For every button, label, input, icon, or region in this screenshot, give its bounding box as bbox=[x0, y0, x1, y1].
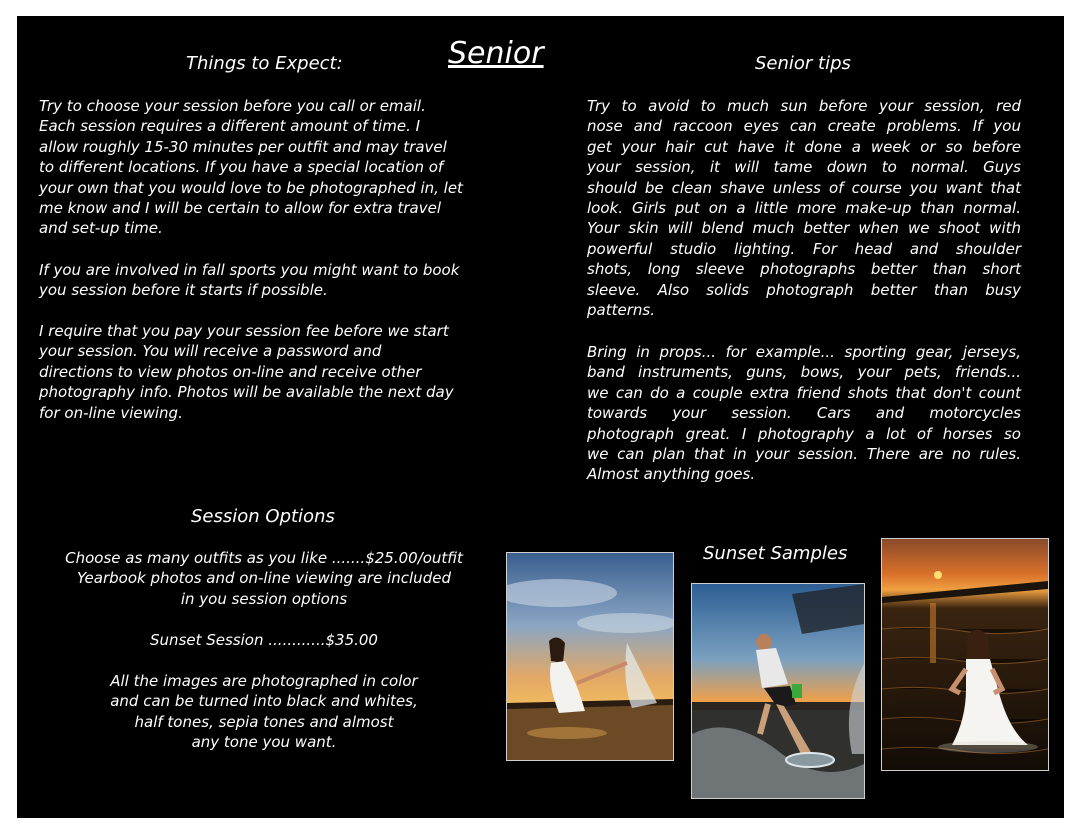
text-line: Choose as many outfits as you like .......$25.00/outfit bbox=[65, 549, 463, 567]
text-line: for on-line viewing. bbox=[39, 403, 183, 422]
text-line: Your skin will blend much better when we shoot with bbox=[587, 219, 1021, 238]
color-options-text bbox=[39, 671, 489, 753]
tips-paragraph-1 bbox=[587, 96, 1021, 320]
sample-photo-wakesurfer bbox=[691, 583, 865, 799]
sample-photo-girl-splash bbox=[506, 552, 674, 761]
text-line: Almost anything goes. bbox=[587, 465, 756, 484]
text-line: any tone you want. bbox=[191, 733, 337, 752]
text-line: Yearbook photos and on-line viewing are included bbox=[77, 569, 451, 588]
sunset-samples-heading: Sunset Samples bbox=[703, 543, 848, 564]
text-line: If you are involved in fall sports you might want to book bbox=[39, 261, 460, 279]
text-line: me know and I will be certain to allow for extra travel bbox=[39, 199, 441, 218]
text-line: photograph great. I photography a lot of horses so bbox=[587, 424, 1021, 443]
text-line: patterns. bbox=[587, 301, 655, 320]
sunset-session-price bbox=[39, 630, 489, 650]
text-line: in you session options bbox=[180, 589, 348, 608]
text-line: sleeve. Also solids photograph better than busy bbox=[587, 280, 1021, 299]
text-line: half tones, sepia tones and almost bbox=[134, 712, 394, 731]
girl-splash-image bbox=[507, 553, 673, 760]
text-line: your session, it will tame down to normal. Guys bbox=[587, 158, 1021, 177]
text-line: Try to choose your session before you call or email. bbox=[39, 97, 426, 115]
text-line: you session before it starts if possible. bbox=[39, 281, 328, 300]
text-line: Each session requires a different amount of time. I bbox=[39, 117, 421, 136]
expect-paragraph-2 bbox=[39, 260, 499, 301]
text-line: Try to avoid to much sun before your session, red bbox=[587, 97, 1021, 115]
text-line: get your hair cut have it done a week or so before bbox=[587, 137, 1021, 156]
text-line: band instruments, guns, bows, your pets, friends... bbox=[587, 363, 1021, 382]
text-line: look. Girls put on a little more make-up than normal. bbox=[587, 199, 1021, 218]
text-line: we can plan that in your session. There are no rules. bbox=[587, 445, 1021, 464]
text-line: we can do a couple extra friend shots that don't count bbox=[587, 383, 1021, 402]
text-line: shots, long sleeve photographs better than short bbox=[587, 260, 1021, 279]
page-title: Senior bbox=[448, 36, 544, 71]
tips-paragraph-2 bbox=[587, 342, 1021, 485]
text-line: powerful studio lighting. For head and shoulder bbox=[587, 239, 1021, 258]
text-line: All the images are photographed in color bbox=[110, 672, 418, 690]
girl-water-image bbox=[882, 539, 1048, 770]
wakesurfer-image bbox=[692, 584, 864, 798]
things-to-expect-heading: Things to Expect: bbox=[186, 53, 343, 74]
text-line: towards your session. Cars and motorcycles bbox=[587, 404, 1021, 423]
expect-paragraph-3 bbox=[39, 321, 499, 423]
text-line: and can be turned into black and whites, bbox=[110, 692, 418, 711]
text-line: your own that you would love to be photographed in, let bbox=[39, 178, 463, 197]
text-line: should be clean shave unless of course you want that bbox=[587, 178, 1021, 197]
text-line: allow roughly 15-30 minutes per outfit and may travel bbox=[39, 137, 447, 156]
text-line: to different locations. If you have a special location of bbox=[39, 158, 444, 177]
text-line: Sunset Session ............$35.00 bbox=[150, 631, 378, 649]
expect-paragraph-1 bbox=[39, 96, 499, 239]
text-line: your session. You will receive a password and bbox=[39, 342, 382, 361]
sample-photo-girl-water bbox=[881, 538, 1049, 771]
text-line: I require that you pay your session fee before we start bbox=[39, 322, 449, 340]
senior-tips-heading: Senior tips bbox=[755, 53, 851, 74]
text-line: directions to view photos on-line and receive other bbox=[39, 362, 422, 381]
text-line: nose and raccoon eyes can create problems. If you bbox=[587, 117, 1021, 136]
text-line: photography info. Photos will be available the next day bbox=[39, 383, 454, 402]
session-options-heading: Session Options bbox=[191, 506, 335, 527]
text-line: and set-up time. bbox=[39, 219, 163, 238]
text-line: Bring in props... for example... sporting gear, jerseys, bbox=[587, 343, 1021, 361]
session-options-list bbox=[39, 548, 489, 609]
